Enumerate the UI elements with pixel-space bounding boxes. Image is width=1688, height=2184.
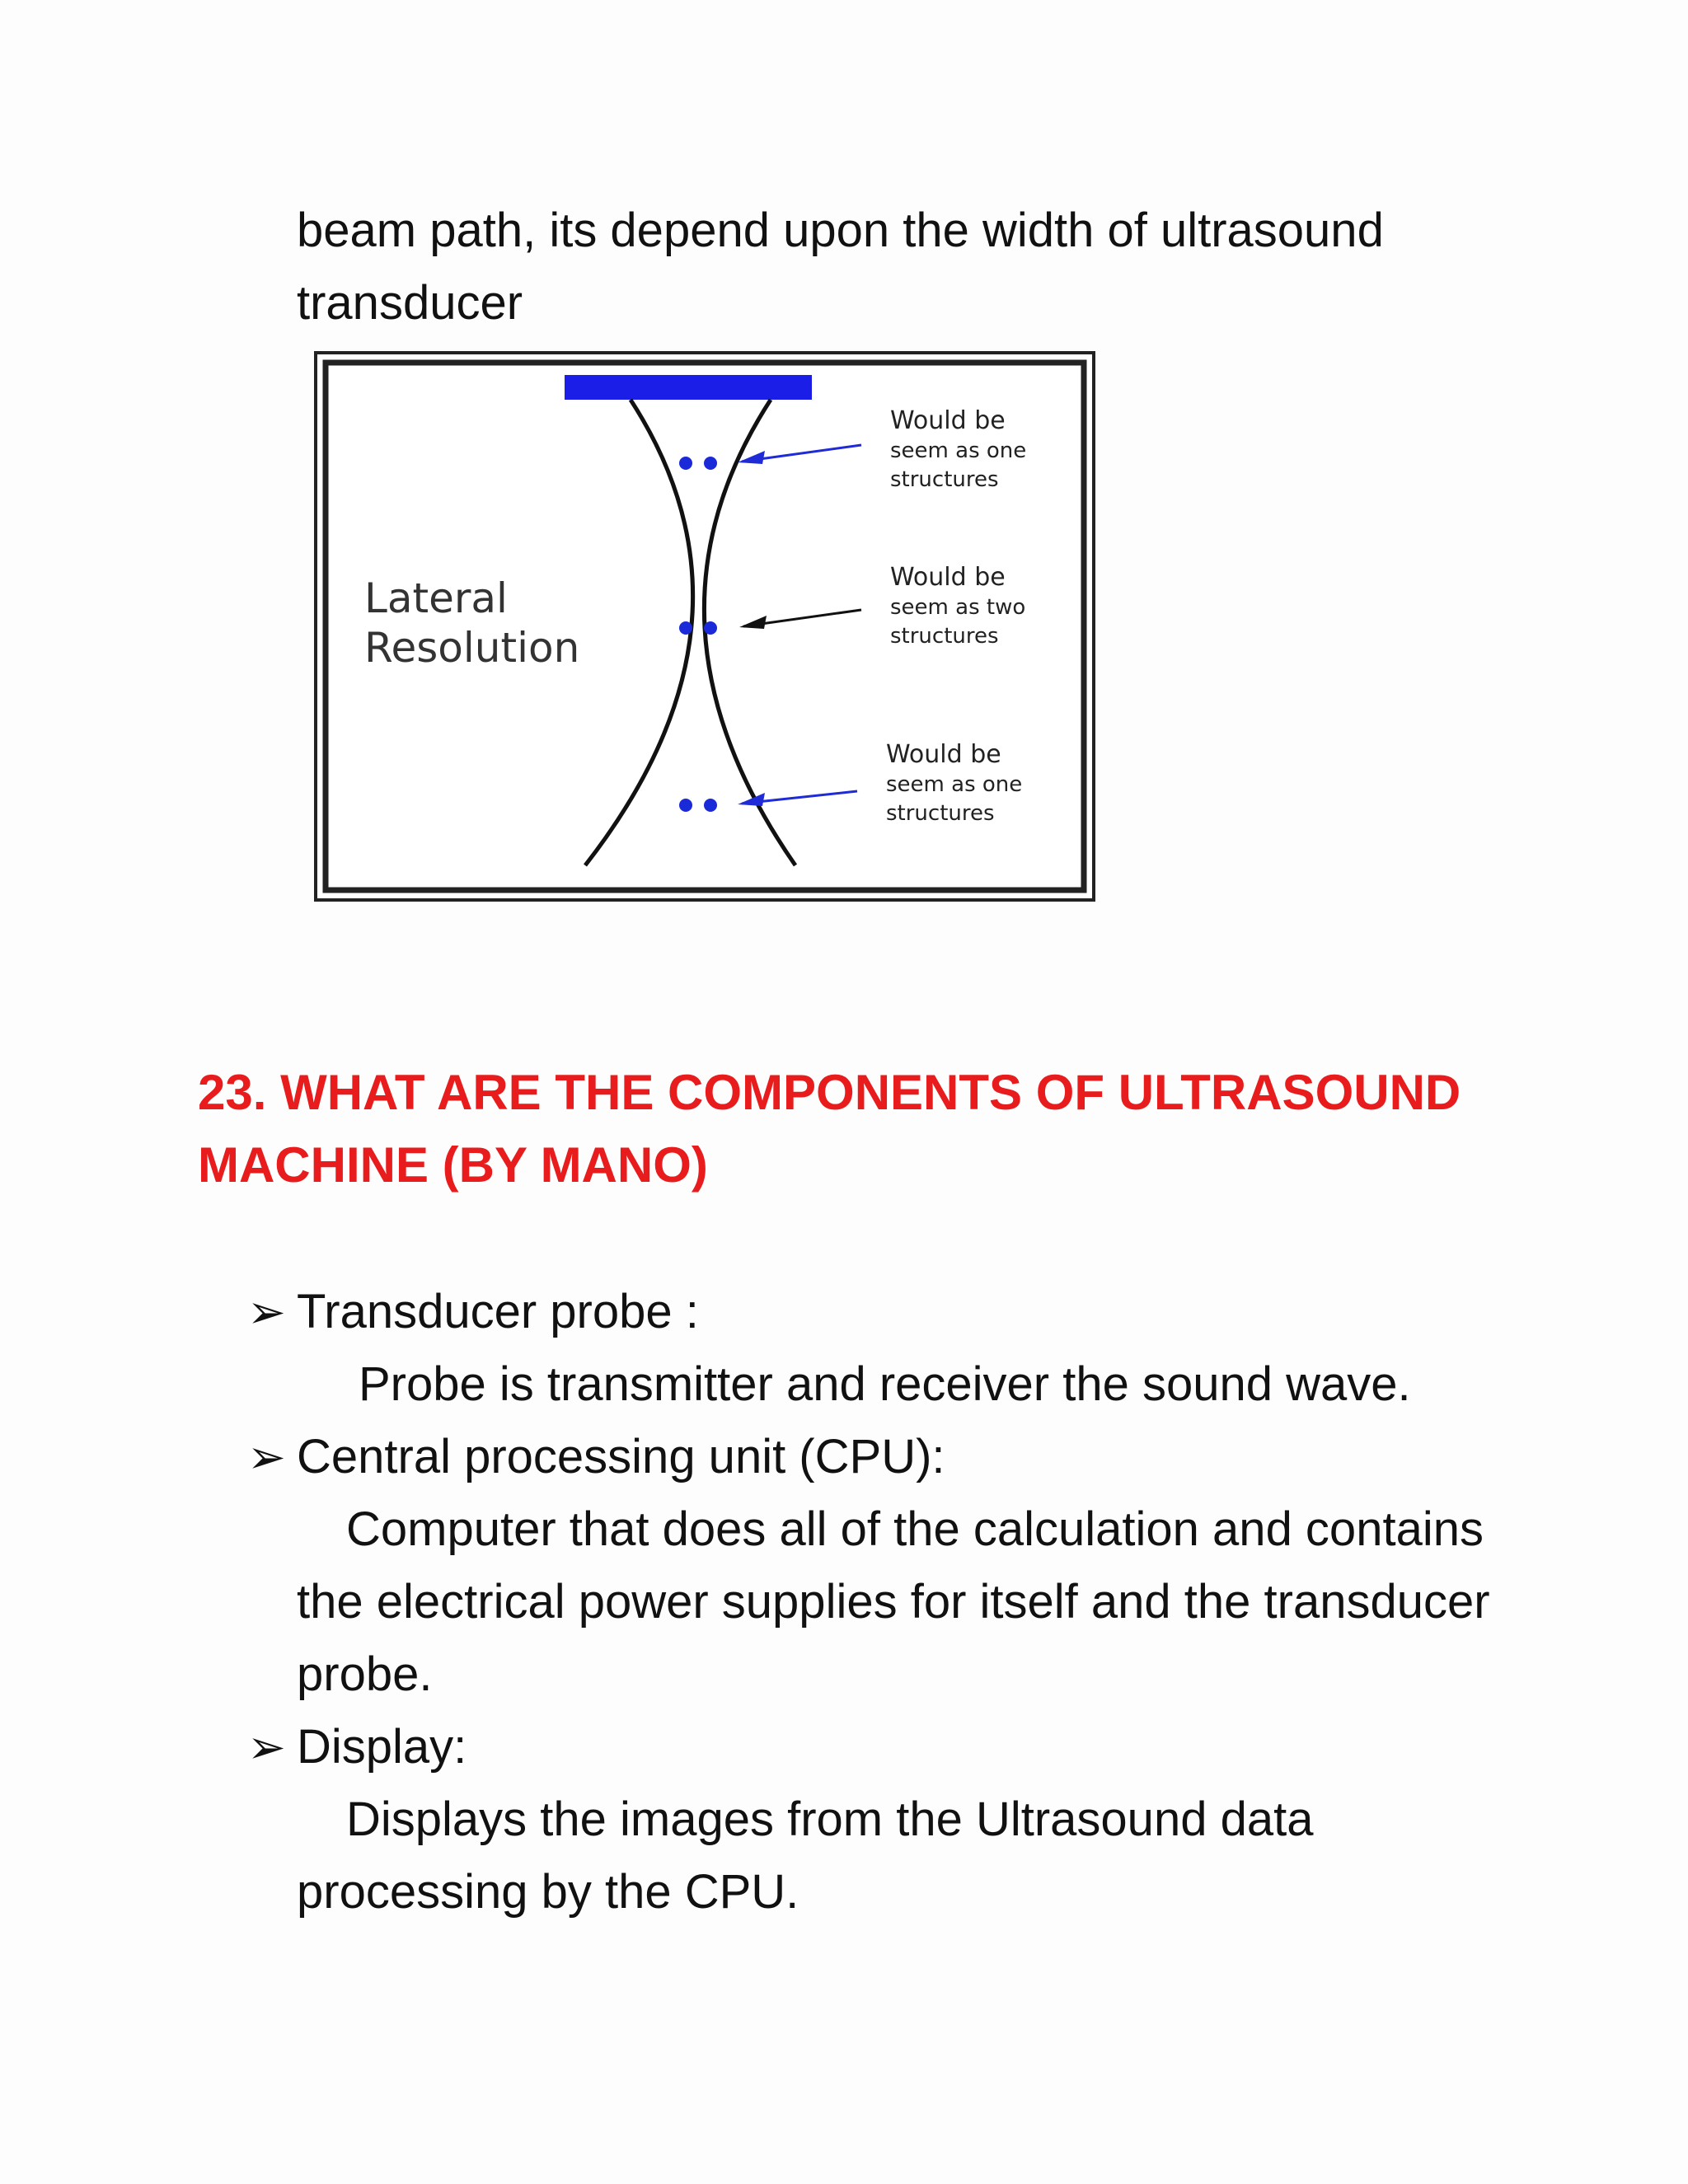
transducer-bar bbox=[565, 375, 812, 400]
structure-dot bbox=[679, 621, 692, 635]
list-item bbox=[247, 1276, 1533, 1421]
annotation-line: structures bbox=[890, 624, 999, 649]
components-list bbox=[247, 1276, 1533, 1929]
resolution-label: Resolution bbox=[364, 624, 580, 672]
intro-paragraph: beam path, its depend upon the width of ultrasound transducer bbox=[297, 204, 1384, 330]
structure-dot bbox=[679, 799, 692, 812]
structure-dot bbox=[704, 799, 717, 812]
arrowhead-bullet-icon: ➢ bbox=[247, 1286, 286, 1338]
structure-dot bbox=[679, 457, 692, 470]
annotation-line: structures bbox=[890, 467, 999, 492]
section-heading: 23. WHAT ARE THE COMPONENTS OF ULTRASOUND MACHINE (BY MANO) bbox=[198, 1065, 1461, 1193]
component-title: Transducer probe : bbox=[297, 1285, 699, 1338]
annotation-line: Would be bbox=[890, 406, 1006, 435]
component-description: Computer that does all of the calculation and contains the electrical power supplies for itself and the transducer probe. bbox=[297, 1502, 1490, 1701]
list-item bbox=[247, 1711, 1533, 1929]
lateral-resolution-diagram bbox=[313, 350, 1096, 902]
annotation-line: structures bbox=[886, 801, 995, 826]
annotation-line: Would be bbox=[886, 740, 1001, 769]
list-item bbox=[247, 1421, 1533, 1711]
component-description: Displays the images from the Ultrasound data processing by the CPU. bbox=[297, 1793, 1314, 1919]
lateral-resolution-figure bbox=[313, 350, 1096, 902]
structure-dot bbox=[704, 621, 717, 635]
structure-dot bbox=[704, 457, 717, 470]
arrowhead-bullet-icon: ➢ bbox=[247, 1721, 286, 1773]
annotation-line: seem as two bbox=[890, 595, 1026, 620]
annotation-line: seem as one bbox=[890, 438, 1027, 463]
component-title: Central processing unit (CPU): bbox=[297, 1430, 945, 1483]
component-description: Probe is transmitter and receiver the sound wave. bbox=[359, 1357, 1411, 1411]
component-title: Display: bbox=[297, 1720, 467, 1774]
annotation-line: Would be bbox=[890, 563, 1006, 592]
arrowhead-bullet-icon: ➢ bbox=[247, 1431, 286, 1483]
lateral-label: Lateral bbox=[364, 574, 508, 622]
annotation-line: seem as one bbox=[886, 772, 1023, 797]
